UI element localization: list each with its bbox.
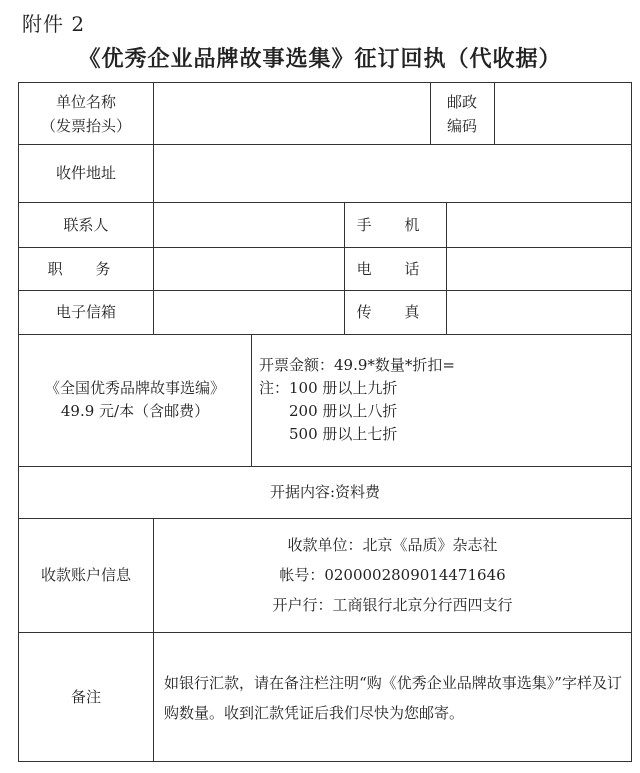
mobile-label-text: 手 机 <box>356 215 434 234</box>
book-info <box>19 334 251 466</box>
subscription-form <box>18 82 632 762</box>
email-label: 电子信箱 <box>55 303 116 321</box>
phone-field[interactable] <box>447 247 631 290</box>
fax-label-text: 传 真 <box>356 303 434 321</box>
contact-field[interactable] <box>154 202 344 247</box>
discount-tier-2: 200 册以上八折 <box>289 402 398 420</box>
book-price: 49.9 元/本（含邮费） <box>60 402 210 420</box>
fax-field[interactable] <box>447 290 631 334</box>
postcode-label <box>430 83 494 144</box>
position-field[interactable] <box>154 247 344 290</box>
account-details <box>154 518 631 632</box>
position-label <box>19 247 153 290</box>
payee: 收款单位：北京《品质》杂志社 <box>287 536 498 554</box>
unit-name-field[interactable] <box>154 83 430 144</box>
mobile-label <box>344 202 446 247</box>
postcode-label-line-2: 编码 <box>446 116 477 135</box>
unit-name-label <box>19 83 153 144</box>
unit-name-title: 单位名称 <box>55 92 116 111</box>
column-divider <box>251 334 252 466</box>
attachment-label: 附件 2 <box>22 12 86 36</box>
address-field[interactable] <box>154 144 631 202</box>
mobile-field[interactable] <box>447 202 631 247</box>
phone-label-text: 电 话 <box>356 259 434 278</box>
fax-label <box>344 290 446 334</box>
invoice-heading-subtitle: （发票抬头） <box>40 116 131 135</box>
contact-label: 联系人 <box>63 215 109 234</box>
discount-tier-3: 500 册以上七折 <box>289 425 398 443</box>
address-label: 收件地址 <box>55 164 116 182</box>
position-label-text: 职 务 <box>47 259 125 278</box>
account-info-label: 收款账户信息 <box>40 566 131 584</box>
invoice-formula: 开票金额：49.9*数量*折扣= <box>259 356 455 374</box>
discount-tier-1: 注：100 册以上九折 <box>259 379 398 397</box>
postcode-label-line-1: 邮政 <box>446 92 477 111</box>
book-name: 《全国优秀品牌故事选编》 <box>44 379 225 397</box>
phone-label <box>344 247 446 290</box>
remarks-text: 如银行汇款，请在备注栏注明“购《优秀企业品牌故事选集》”字样及订购数量。收到汇款凭证后我们尽快为您邮寄。 <box>164 674 622 722</box>
invoice-content: 开据内容:资料费 <box>269 483 381 501</box>
remarks-label: 备注 <box>70 687 101 706</box>
postcode-field[interactable] <box>495 83 631 144</box>
account-number: 帐号：0200002809014471646 <box>279 566 506 584</box>
email-field[interactable] <box>154 290 344 334</box>
bank-branch: 开户行：工商银行北京分行西四支行 <box>272 596 513 614</box>
document-title: 《优秀企业品牌故事选集》征订回执（代收据） <box>78 46 562 72</box>
invoice-amount-info <box>259 334 625 466</box>
